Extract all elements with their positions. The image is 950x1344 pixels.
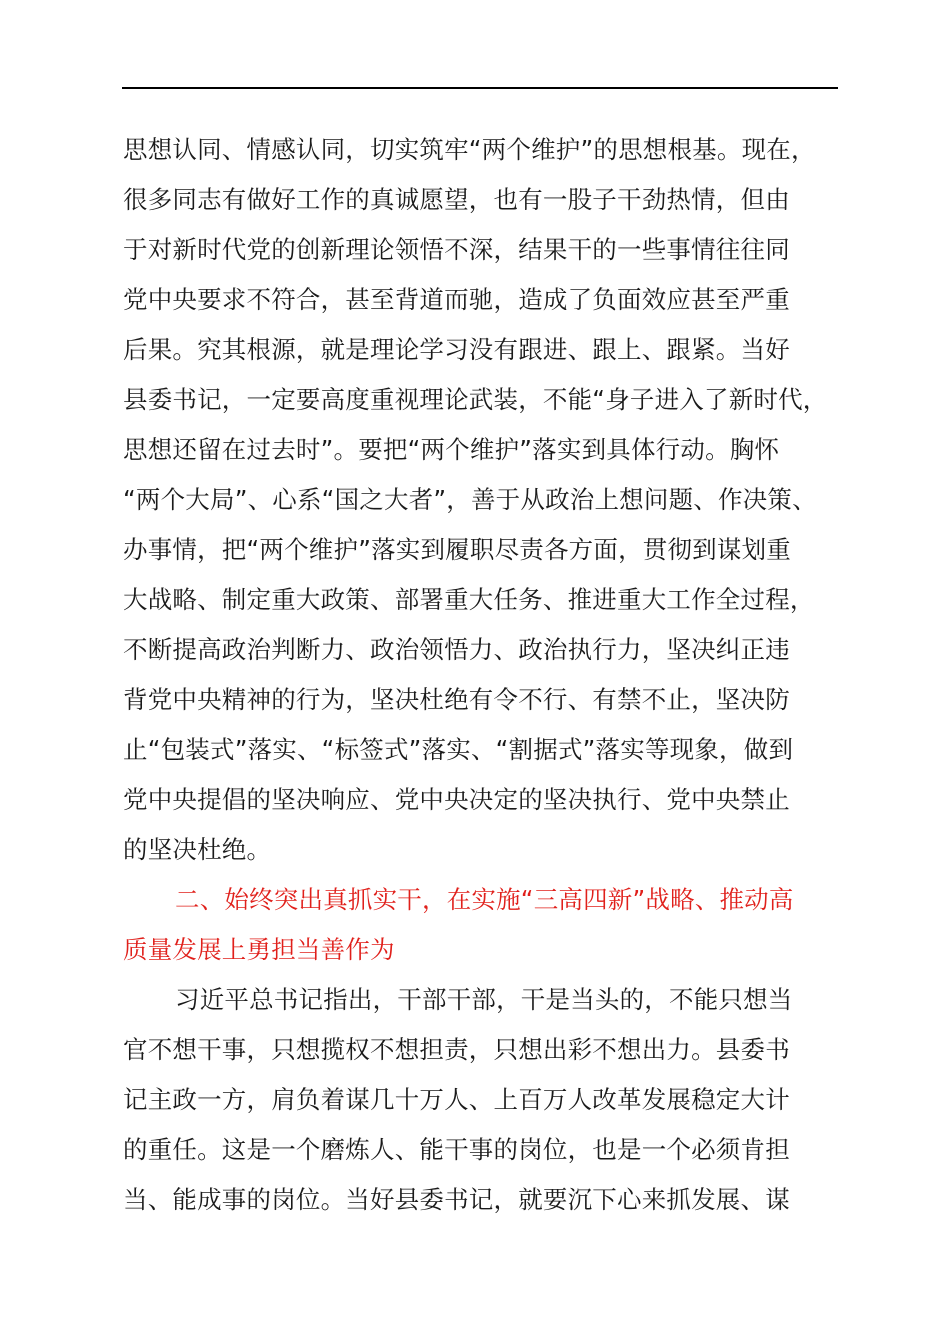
text-line: 县委书记，一定要高度重视理论武装，不能“身子进入了新时代， xyxy=(123,385,828,414)
text-line: 止“包装式”落实、“标签式”落实、“割据式”落实等现象，做到 xyxy=(123,735,794,764)
text-line: 不断提高政治判断力、政治领悟力、政治执行力，坚决纠正违 xyxy=(123,635,790,664)
heading-line: 二、始终突出真抓实干，在实施“三高四新”战略、推动高 xyxy=(175,885,794,914)
text-line: 党中央要求不符合，甚至背道而驰，造成了负面效应甚至严重 xyxy=(123,285,790,314)
text-line: 的重任。这是一个磨炼人、能干事的岗位，也是一个必须肯担 xyxy=(123,1135,790,1164)
paragraph-political-loyalty xyxy=(123,125,863,875)
text-line: 的坚决杜绝。 xyxy=(123,835,272,864)
heading-line: 质量发展上勇担当善作为 xyxy=(123,935,395,964)
header-rule xyxy=(122,87,838,89)
text-line: 于对新时代党的创新理论领悟不深，结果干的一些事情往往同 xyxy=(123,235,790,264)
text-line: 背党中央精神的行为，坚决杜绝有令不行、有禁不止，坚决防 xyxy=(123,685,790,714)
document-body xyxy=(123,125,863,1225)
text-line: 思想认同、情感认同，切实筑牢“两个维护”的思想根基。现在， xyxy=(123,135,816,164)
text-line: 办事情，把“两个维护”落实到履职尽责各方面，贯彻到谋划重 xyxy=(123,535,791,564)
text-line: “两个大局”、心系“国之大者”，善于从政治上想问题、作决策、 xyxy=(123,485,817,514)
text-line: 当、能成事的岗位。当好县委书记，就要沉下心来抓发展、谋 xyxy=(123,1185,790,1214)
text-line: 官不想干事，只想揽权不想担责，只想出彩不想出力。县委书 xyxy=(123,1035,790,1064)
text-line: 很多同志有做好工作的真诚愿望，也有一股子干劲热情，但由 xyxy=(123,185,790,214)
text-line: 思想还留在过去时”。要把“两个维护”落实到具体行动。胸怀 xyxy=(123,435,780,464)
section-heading xyxy=(123,875,863,975)
paragraph-hard-work xyxy=(123,975,863,1225)
text-line: 大战略、制定重大政策、部署重大任务、推进重大工作全过程， xyxy=(123,585,815,614)
text-line: 后果。究其根源，就是理论学习没有跟进、跟上、跟紧。当好 xyxy=(123,335,790,364)
text-line: 习近平总书记指出，干部干部，干是当头的，不能只想当 xyxy=(175,985,793,1014)
text-line: 记主政一方，肩负着谋几十万人、上百万人改革发展稳定大计 xyxy=(123,1085,790,1114)
text-line: 党中央提倡的坚决响应、党中央决定的坚决执行、党中央禁止 xyxy=(123,785,790,814)
